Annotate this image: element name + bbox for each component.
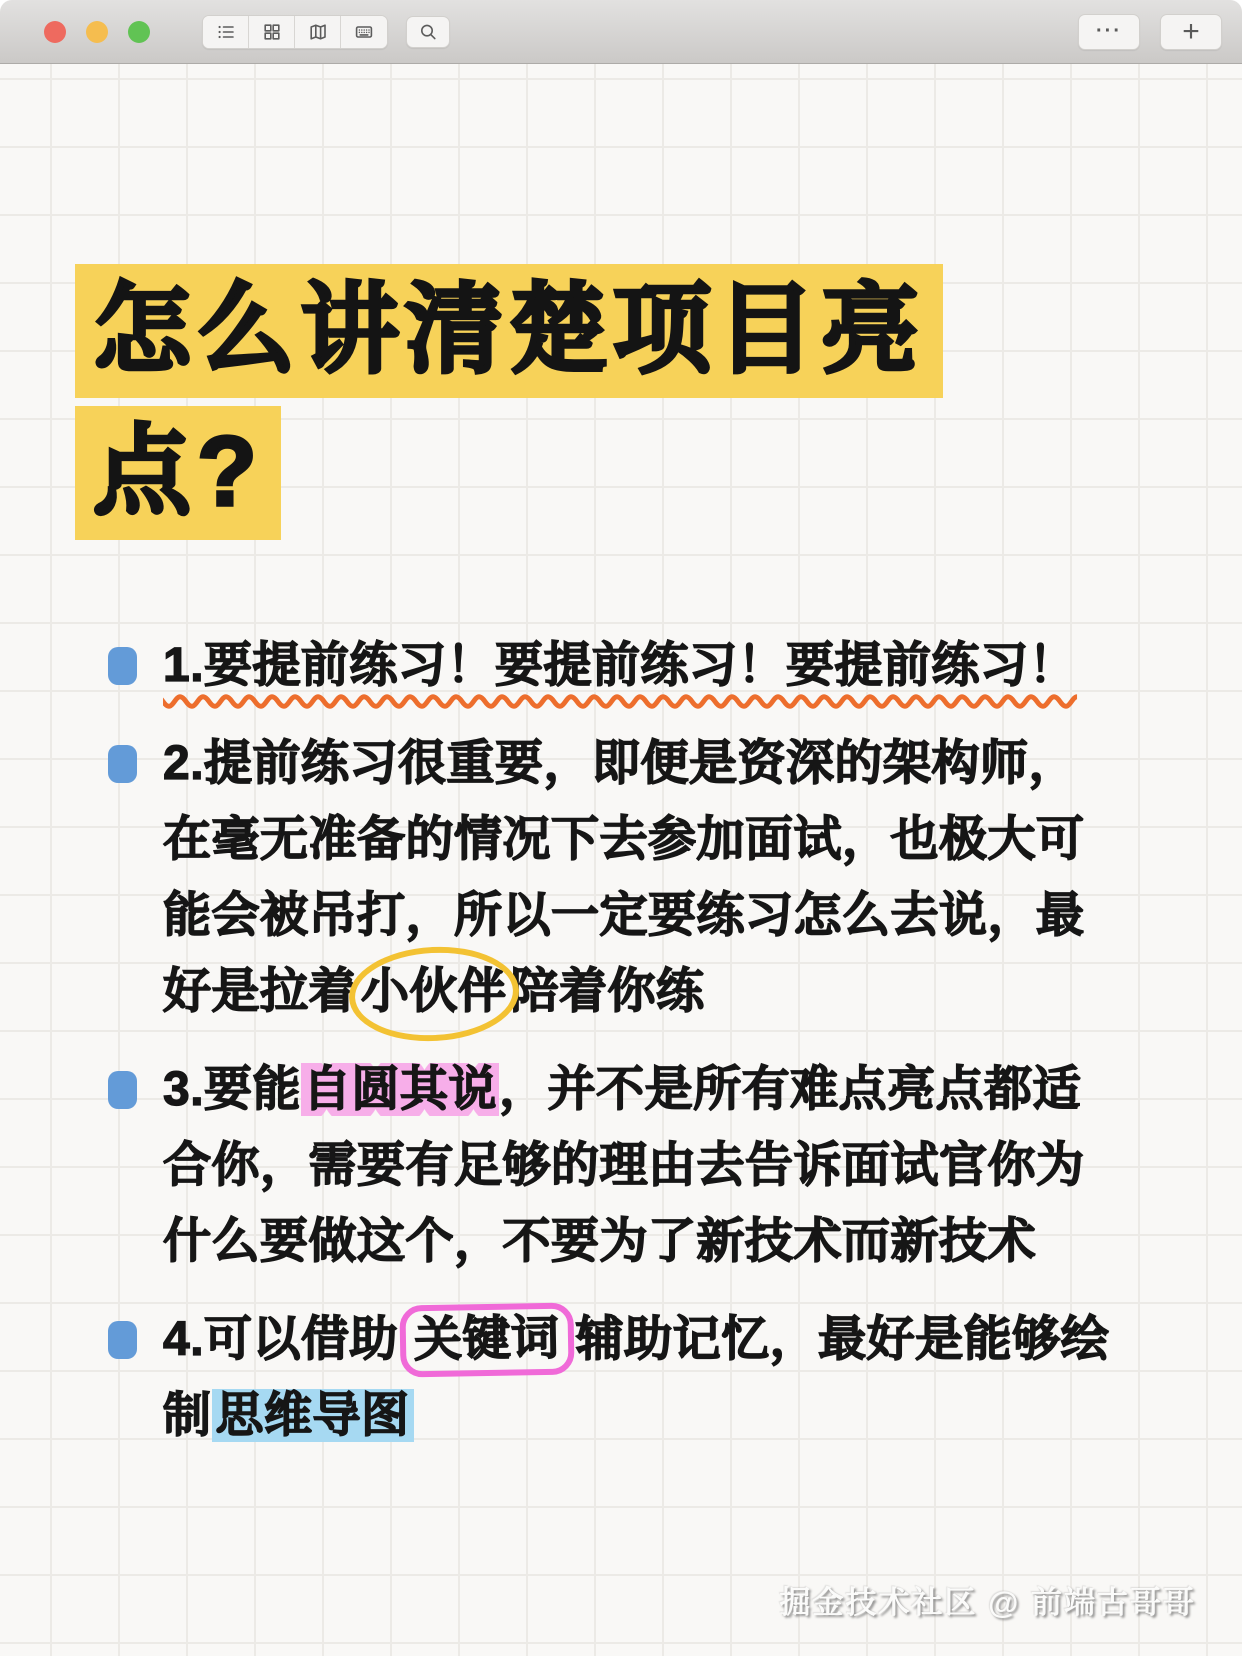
item3-line2: 合你，需要有足够的理由去告诉面试官你为 <box>163 1139 1085 1192</box>
list-view-icon <box>215 22 237 42</box>
map-view-button[interactable] <box>295 16 341 48</box>
plain-text: 3.要能 <box>163 1063 302 1116</box>
more-options-button[interactable]: ··· <box>1078 14 1140 50</box>
bullet-marker <box>108 647 137 685</box>
bullet-marker <box>108 745 137 783</box>
pink-boxed-text: 关键词 <box>399 1302 574 1377</box>
item2-line3: 能会被吊打，所以一定要练习怎么去说，最 <box>163 889 1085 942</box>
list-view-button[interactable] <box>203 16 249 48</box>
note-canvas[interactable] <box>0 64 1242 1656</box>
note-title-line1: 怎么讲清楚项目亮 <box>75 264 943 398</box>
yellow-circled-text: 小伙伴 <box>357 954 511 1030</box>
note-title <box>75 264 943 540</box>
thumbnails-view-icon <box>261 22 283 42</box>
map-view-icon <box>307 22 329 42</box>
wavy-underlined-text: 1.要提前练习！要提前练习！要提前练习！ <box>163 639 1078 692</box>
item4-line2 <box>163 1378 1192 1454</box>
search-button[interactable] <box>406 16 450 48</box>
item3-line1 <box>163 1052 1192 1128</box>
watermark: 掘金技术社区 @ 前端古哥哥 <box>779 1585 1196 1620</box>
list-item <box>108 1052 1192 1280</box>
thumbnails-view-button[interactable] <box>249 16 295 48</box>
item2-line1: 2.提前练习很重要，即便是资深的架构师， <box>163 737 1078 790</box>
window-titlebar <box>0 0 1242 64</box>
plain-text: ，并不是所有难点亮点都适 <box>499 1063 1082 1116</box>
keyboard-icon <box>353 22 375 42</box>
keyboard-button[interactable] <box>341 16 387 48</box>
close-button[interactable] <box>44 21 66 43</box>
add-note-button[interactable]: + <box>1160 14 1222 50</box>
plain-text: 4.可以借助 <box>163 1313 399 1366</box>
pink-bubble-text: 自圆其说 <box>303 1063 498 1116</box>
item2-line4 <box>163 954 1192 1030</box>
view-switcher <box>202 15 388 49</box>
item4-line1 <box>163 1302 1192 1378</box>
item3-line3: 什么要做这个，不要为了新技术而新技术 <box>163 1215 1037 1268</box>
note-list <box>108 628 1192 1476</box>
plain-text: 辅助记忆，最好是能够绘 <box>575 1313 1110 1366</box>
plain-text: 陪着你练 <box>510 965 705 1018</box>
minimize-button[interactable] <box>86 21 108 43</box>
item2-line2: 在毫无准备的情况下去参加面试，也极大可 <box>163 813 1085 866</box>
bullet-marker <box>108 1071 137 1109</box>
plain-text: 制 <box>163 1389 212 1442</box>
list-item <box>108 628 1192 704</box>
search-icon <box>417 22 439 42</box>
plain-text: 好是拉着 <box>163 965 358 1018</box>
list-item <box>108 1302 1192 1454</box>
item1-line1 <box>163 628 1192 704</box>
blue-highlighted-text: 思维导图 <box>212 1389 414 1442</box>
traffic-lights <box>44 21 150 43</box>
bullet-marker <box>108 1321 137 1359</box>
note-title-line2: 点? <box>75 406 281 540</box>
list-item <box>108 726 1192 1030</box>
zoom-button[interactable] <box>128 21 150 43</box>
